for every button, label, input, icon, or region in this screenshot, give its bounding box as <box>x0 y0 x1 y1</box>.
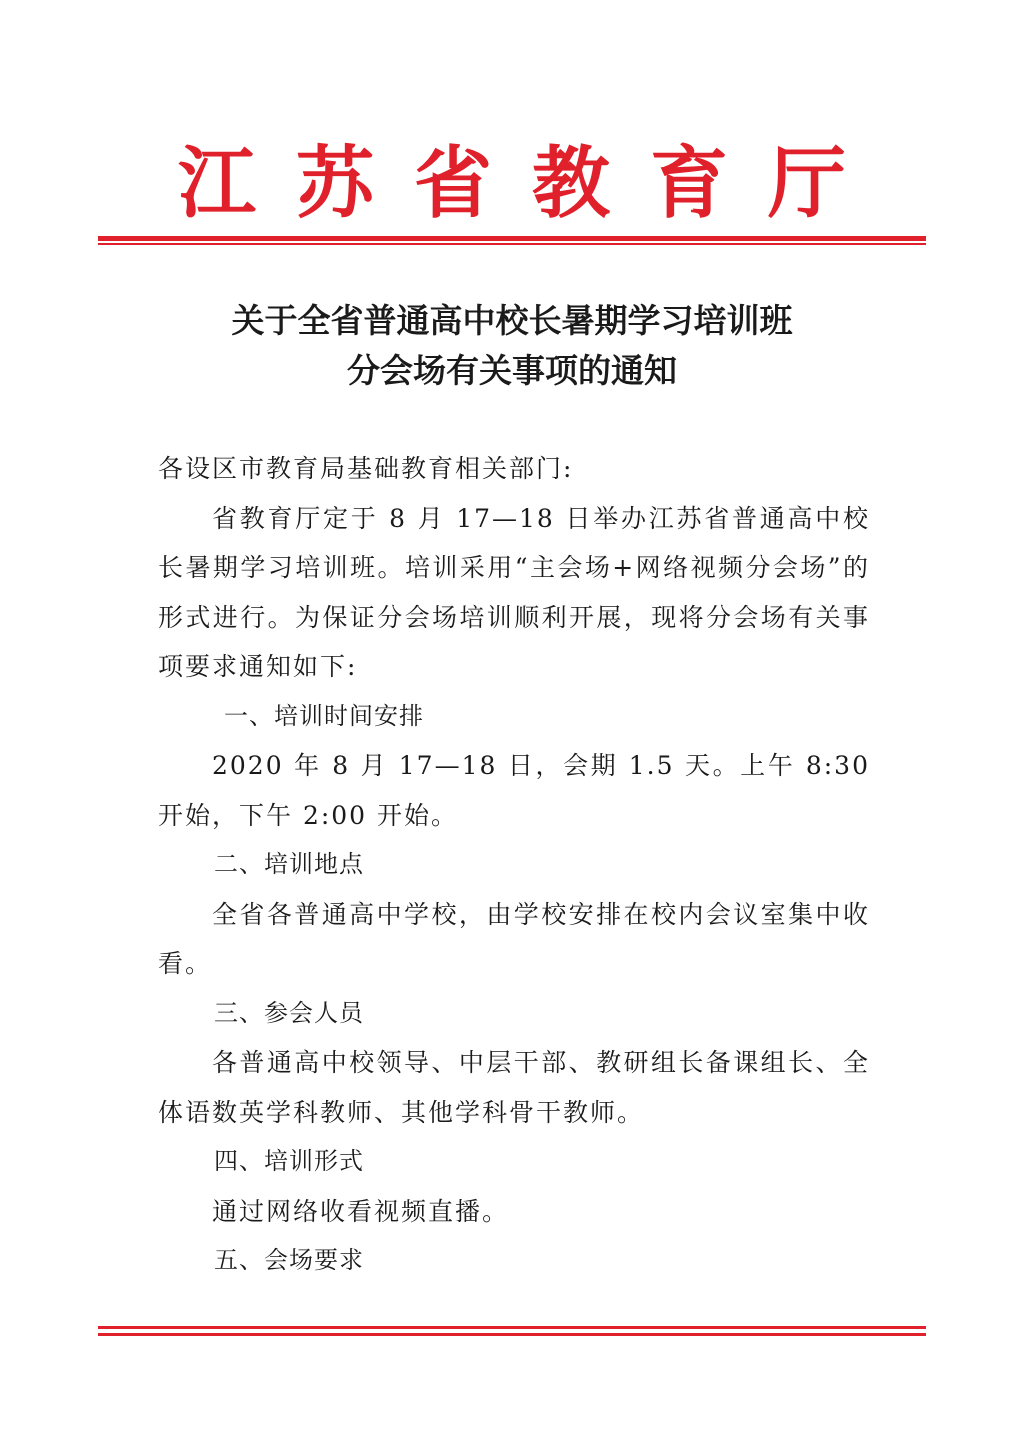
section-paragraph: 通过网络收看视频直播。 <box>212 1196 510 1226</box>
org-name-char: 苏 <box>295 139 374 229</box>
document-title-line-2: 分会场有关事项的通知 <box>347 351 677 390</box>
section-heading: 二、培训地点 <box>214 850 364 878</box>
header-divider-thick <box>98 236 926 241</box>
org-name-char: 省 <box>413 139 492 229</box>
org-name-char: 教 <box>531 139 610 229</box>
org-name-char: 厅 <box>767 139 846 229</box>
document-title-line-1: 关于全省普通高中校长暑期学习培训班 <box>231 301 793 340</box>
salutation: 各设区市教育局基础教育相关部门: <box>158 454 574 483</box>
header-divider <box>98 236 926 245</box>
document-body <box>158 444 870 1286</box>
intro-paragraph: 省教育厅定于 8 月 17—18 日举办江苏省普通高中校长暑期学习培训班。培训采用“主会场+网络视频分会场”的形式进行。为保证分会场培训顺利开展，现将分会场有关事项要求通知如下: <box>158 503 870 681</box>
footer-divider-line-1 <box>98 1326 926 1329</box>
section-heading: 三、参会人员 <box>214 998 364 1027</box>
section-heading: 四、培训形式 <box>214 1147 364 1175</box>
section-heading: 五、会场要求 <box>214 1246 364 1274</box>
footer-divider-line-2 <box>98 1333 926 1336</box>
header-divider-thin <box>98 243 926 245</box>
footer-divider <box>98 1326 926 1338</box>
section-paragraph: 全省各普通高中学校，由学校安排在校内会议室集中收看。 <box>158 899 870 978</box>
issuing-organization-header <box>100 138 924 230</box>
section-heading: 一、培训时间安排 <box>224 701 424 730</box>
section-paragraph: 2020 年 8 月 17—18 日，会期 1.5 天。上午 8:30 开始，下午 2:00 开始。 <box>158 751 870 830</box>
org-name-char: 江 <box>178 139 257 229</box>
document-title <box>100 296 924 396</box>
section-paragraph: 各普通高中校领导、中层干部、教研组长备课组长、全体语数英学科教师、其他学科骨干教师。 <box>158 1048 870 1127</box>
org-name-char: 育 <box>649 139 728 229</box>
